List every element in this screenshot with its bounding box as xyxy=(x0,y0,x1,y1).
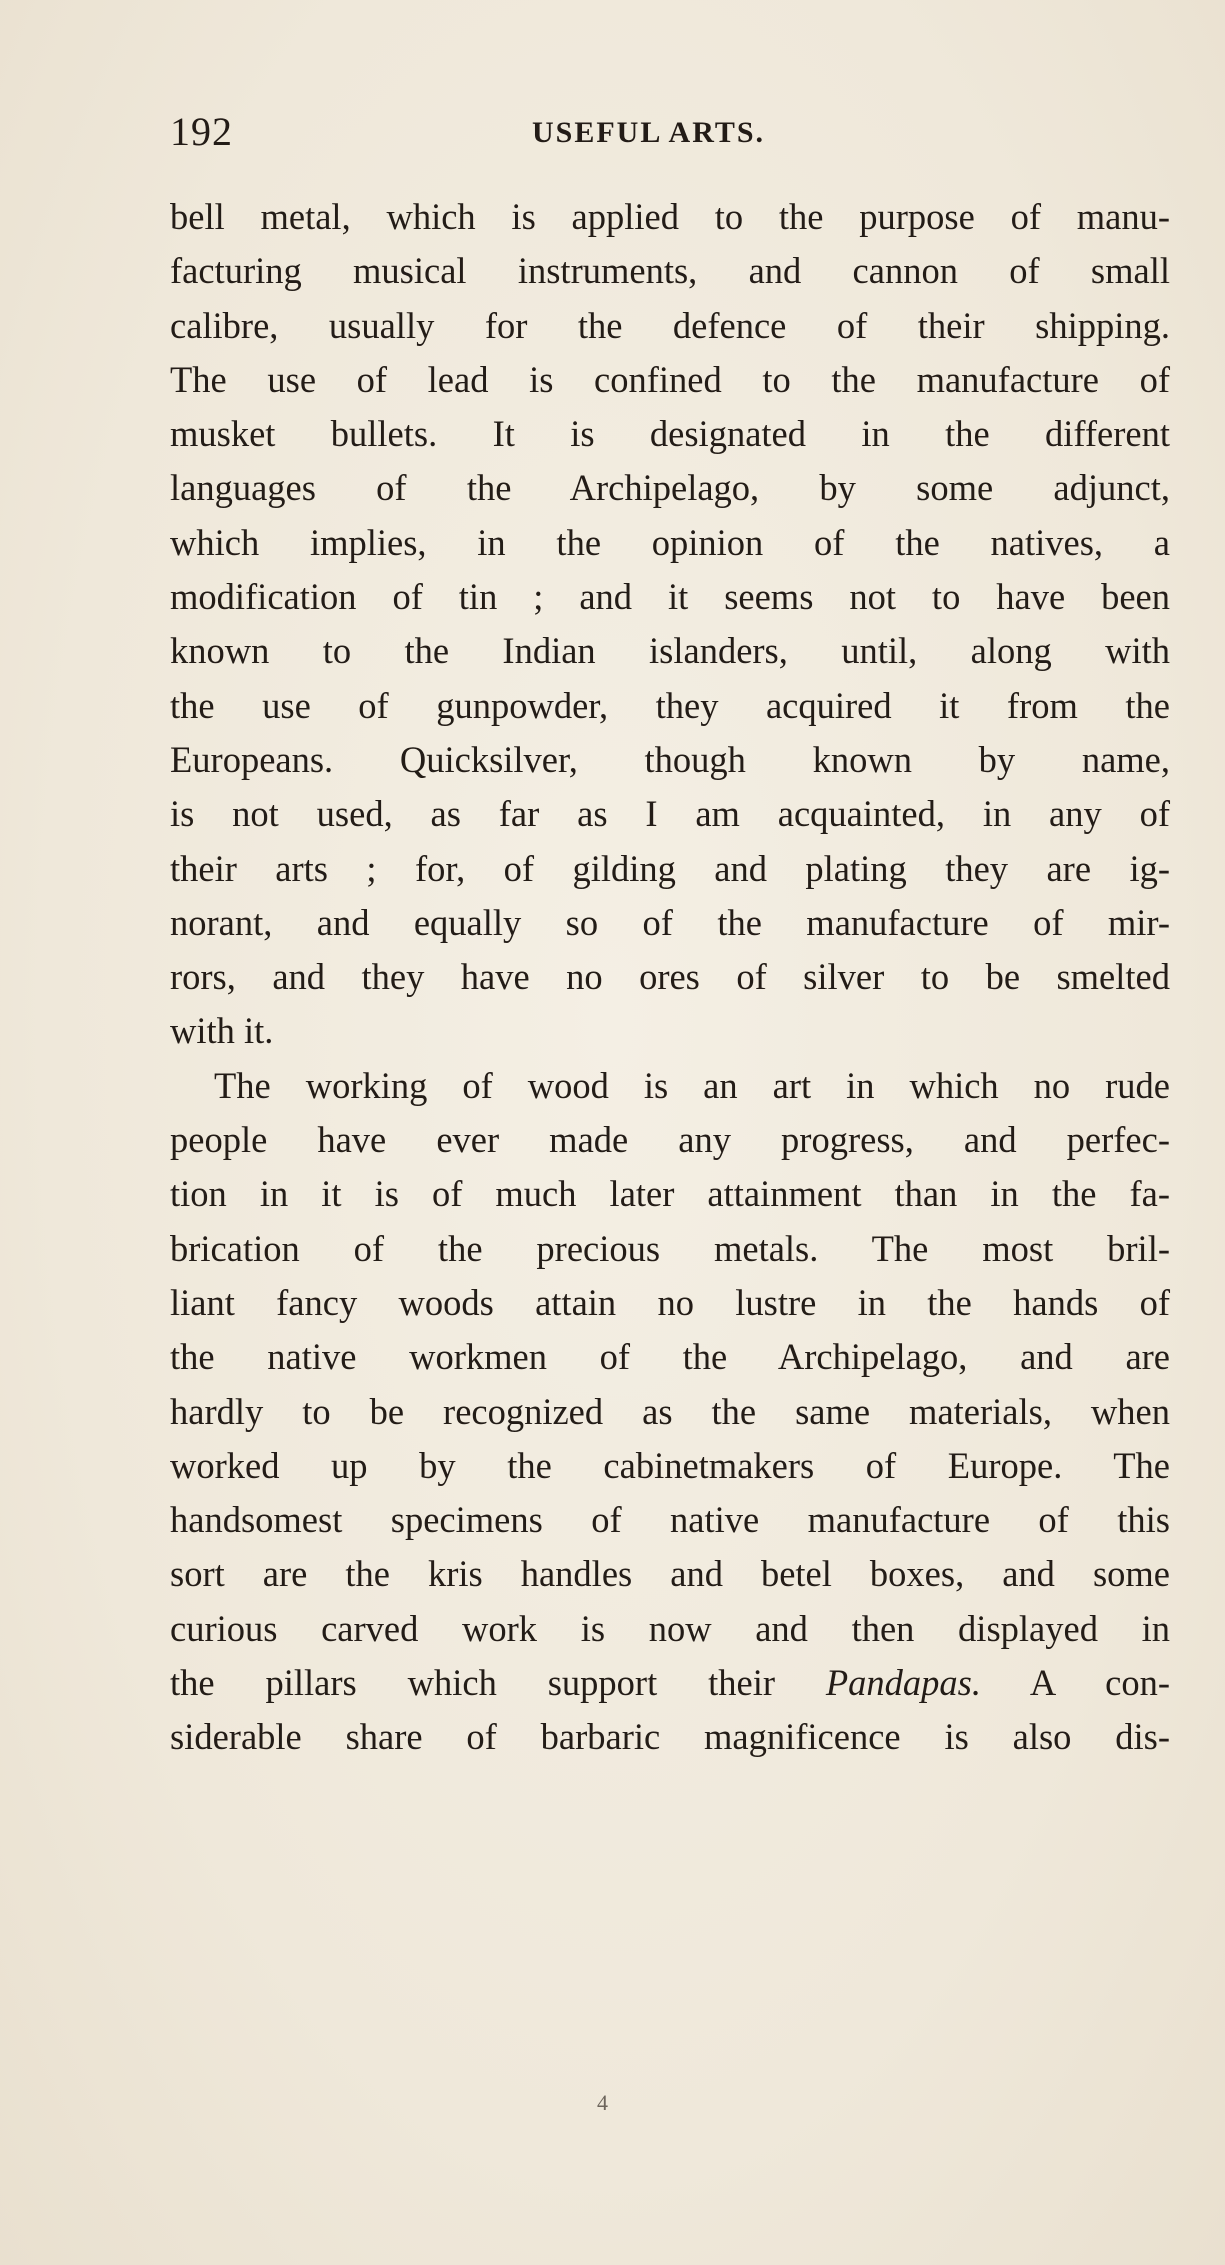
text-line: bell metal, which is applied to the purpose of manu- xyxy=(170,196,1170,237)
text-line: calibre, usually for the defence of their shipping. xyxy=(170,304,1170,346)
running-head: USEFUL ARTS. xyxy=(532,116,766,149)
text-line: The working of wood is an art in which no rude xyxy=(214,1064,1170,1106)
text-line: curious carved work is now and then displayed in xyxy=(170,1607,1170,1649)
text-line: facturing musical instruments, and cannon of small xyxy=(170,250,1170,292)
text-line: their arts ; for, of gilding and plating they are ig- xyxy=(170,847,1170,889)
text-line: brication of the precious metals. The most bril- xyxy=(170,1227,1170,1269)
text-line: is not used, as far as I am acquainted, in any of xyxy=(170,793,1170,835)
text-line: The use of lead is confined to the manufacture of xyxy=(170,358,1170,400)
text-line: handsomest specimens of native manufacture of this xyxy=(170,1499,1170,1541)
paragraph-1 xyxy=(170,190,1170,1059)
text-line: modification of tin ; and it seems not to have been xyxy=(170,576,1170,618)
text-line: musket bullets. It is designated in the different xyxy=(170,413,1170,455)
text-line: liant fancy woods attain no lustre in the hands of xyxy=(170,1281,1170,1323)
italic-term: Pandapas. xyxy=(825,1662,982,1704)
paragraph-2 xyxy=(170,1059,1170,1765)
text-line: Europeans. Quicksilver, though known by name, xyxy=(170,738,1170,780)
text-line: the use of gunpowder, they acquired it from the xyxy=(170,684,1170,726)
text-line: norant, and equally so of the manufacture of mir- xyxy=(170,901,1170,943)
text-line: sort are the kris handles and betel boxes, and some xyxy=(170,1553,1170,1595)
signature-mark: 4 xyxy=(597,2090,608,2115)
page-header xyxy=(170,108,1050,158)
text-line: the native workmen of the Archipelago, and are xyxy=(170,1336,1170,1378)
text-line: known to the Indian islanders, until, along with xyxy=(170,630,1170,672)
text-line: rors, and they have no ores of silver to be smelted xyxy=(170,956,1170,998)
page-number: 192 xyxy=(170,109,233,154)
text-line: people have ever made any progress, and perfec- xyxy=(170,1119,1170,1161)
text-span: the pillars which support their xyxy=(170,1662,826,1704)
body-text xyxy=(170,190,1170,1765)
text-line: hardly to be recognized as the same materials, when xyxy=(170,1390,1170,1432)
text-line: which implies, in the opinion of the natives, a xyxy=(170,521,1170,563)
text-line: tion in it is of much later attainment than in the fa- xyxy=(170,1173,1170,1215)
text-line: siderable share of barbaric magnificence is also dis- xyxy=(170,1716,1170,1758)
text-line: with it. xyxy=(170,1010,274,1052)
text-line xyxy=(170,1656,1170,1710)
text-line: worked up by the cabinetmakers of Europe. The xyxy=(170,1444,1170,1486)
text-line: languages of the Archipelago, by some adjunct, xyxy=(170,467,1170,509)
text-span: A con- xyxy=(981,1662,1170,1704)
